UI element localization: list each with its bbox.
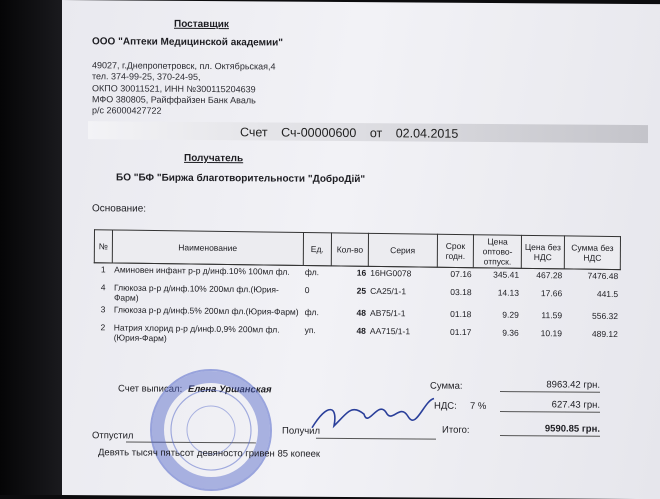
vat-rate: 7 %	[470, 400, 487, 412]
row-price-no-vat: 10.19	[540, 328, 562, 339]
row-number: 1	[100, 264, 106, 275]
row-series: CA25/1-1	[370, 285, 407, 297]
recipient-title: Получатель	[184, 152, 244, 165]
row-unit: 0	[304, 284, 310, 296]
background-left	[0, 0, 62, 495]
received-label: Получил	[282, 425, 320, 437]
col-sum-no-vat: Сумма без НДС	[564, 236, 620, 270]
row-price: 9.36	[502, 327, 519, 338]
row-sum: 7476.48	[587, 270, 619, 282]
row-number: 4	[100, 282, 106, 293]
total-value: 9590.85 грн.	[500, 423, 600, 437]
col-wholesale-price: Цена оптово-отпуск.	[474, 235, 522, 269]
supplier-name: ООО "Аптеки Медицинской академии"	[92, 36, 284, 49]
col-unit: Ед.	[303, 232, 332, 265]
supplier-address: 49027, г.Днепропетровск, пл. Октябрьская,4	[92, 60, 276, 72]
row-expiry: 07.16	[450, 268, 472, 280]
row-sum: 441.5	[596, 288, 619, 300]
invoice-title	[240, 125, 468, 141]
row-series: AB75/1-1	[370, 307, 406, 319]
issued-by: Елена Уршанская	[188, 383, 272, 396]
row-qty: 48	[356, 307, 367, 318]
recipient-name: БО "БФ "Биржа благотворительности "ДоброДій"	[116, 172, 366, 186]
row-qty: 25	[356, 285, 367, 296]
row-price-no-vat: 467.28	[536, 270, 563, 281]
released-label: Отпустил	[92, 430, 134, 442]
vat-value: 627.43 грн.	[500, 399, 600, 413]
row-sum: 556.32	[591, 310, 619, 322]
row-series: 16HG0078	[370, 267, 412, 279]
row-sum: 489.12	[591, 328, 618, 340]
invoice-from: от	[369, 126, 383, 141]
signature-scribble	[308, 392, 438, 443]
signature-path	[312, 398, 434, 429]
row-unit: уп.	[304, 324, 316, 336]
invoice-date: 02.04.2015	[395, 126, 459, 141]
sum-value: 8963.42 грн.	[500, 379, 600, 393]
row-price-no-vat: 11.59	[541, 310, 563, 321]
supplier-title: Поставщик	[174, 18, 229, 31]
row-qty: 16	[356, 267, 367, 278]
items-table	[93, 229, 621, 350]
col-number: №	[94, 230, 112, 263]
row-number: 2	[100, 322, 106, 333]
row-qty: 48	[356, 325, 366, 336]
vat-label: НДС:	[434, 400, 457, 412]
invoice-paper	[62, 0, 660, 499]
supplier-phone: тел. 374-99-25, 370-24-95,	[92, 71, 201, 82]
supplier-codes: ОКПО 30011521, ИНН №300115204639	[92, 83, 256, 95]
row-number: 3	[100, 304, 106, 315]
col-qty: Кол-во	[331, 233, 368, 266]
row-name: Глюкоза р-р д/инф.10% 200мл фл.(Юрия-Фарм)	[113, 282, 279, 303]
stamp-ring	[152, 371, 270, 490]
row-price: 345.41	[493, 269, 520, 280]
row-price: 9.29	[502, 309, 519, 320]
invoice-label: Счет	[240, 125, 268, 140]
sum-label: Сумма:	[430, 380, 463, 392]
company-stamp	[150, 369, 272, 492]
col-series: Серия	[368, 233, 437, 267]
row-series: AA715/1-1	[369, 325, 411, 337]
row-name: Глюкоза р-р д/инф.5% 200мл фл.(Юрия-Фарм)	[113, 304, 299, 317]
row-expiry: 01.18	[450, 308, 472, 320]
row-unit: фл.	[304, 266, 320, 278]
issued-label: Счет выписал:	[118, 383, 183, 395]
col-price-no-vat: Цена без НДС	[521, 235, 564, 269]
col-expiry: Срок годн.	[437, 234, 474, 267]
amount-in-words: Девять тысяч пятьсот девяносто гривен 85 копеек	[98, 447, 321, 460]
basis-label: Основание:	[92, 203, 147, 215]
supplier-account: р/с 26000427722	[92, 105, 162, 116]
row-name: Аминовен инфант р-р д/инф.10% 100мл фл.	[114, 264, 290, 277]
row-expiry: 01.17	[450, 326, 472, 338]
invoice-number: Сч-00000600	[281, 125, 357, 141]
col-name: Наименование	[112, 230, 303, 265]
total-label: Итого:	[442, 424, 470, 436]
row-price-no-vat: 17.66	[540, 288, 563, 299]
row-name: Натрия хлорид р-р д/инф.0,9% 200мл фл.(Юрия-Фарм)	[113, 322, 280, 344]
row-price: 14.13	[497, 287, 520, 298]
row-unit: фл.	[304, 306, 319, 318]
row-expiry: 03.18	[450, 286, 472, 298]
supplier-bank: МФО 380805, Райффайзен Банк Аваль	[92, 94, 256, 106]
